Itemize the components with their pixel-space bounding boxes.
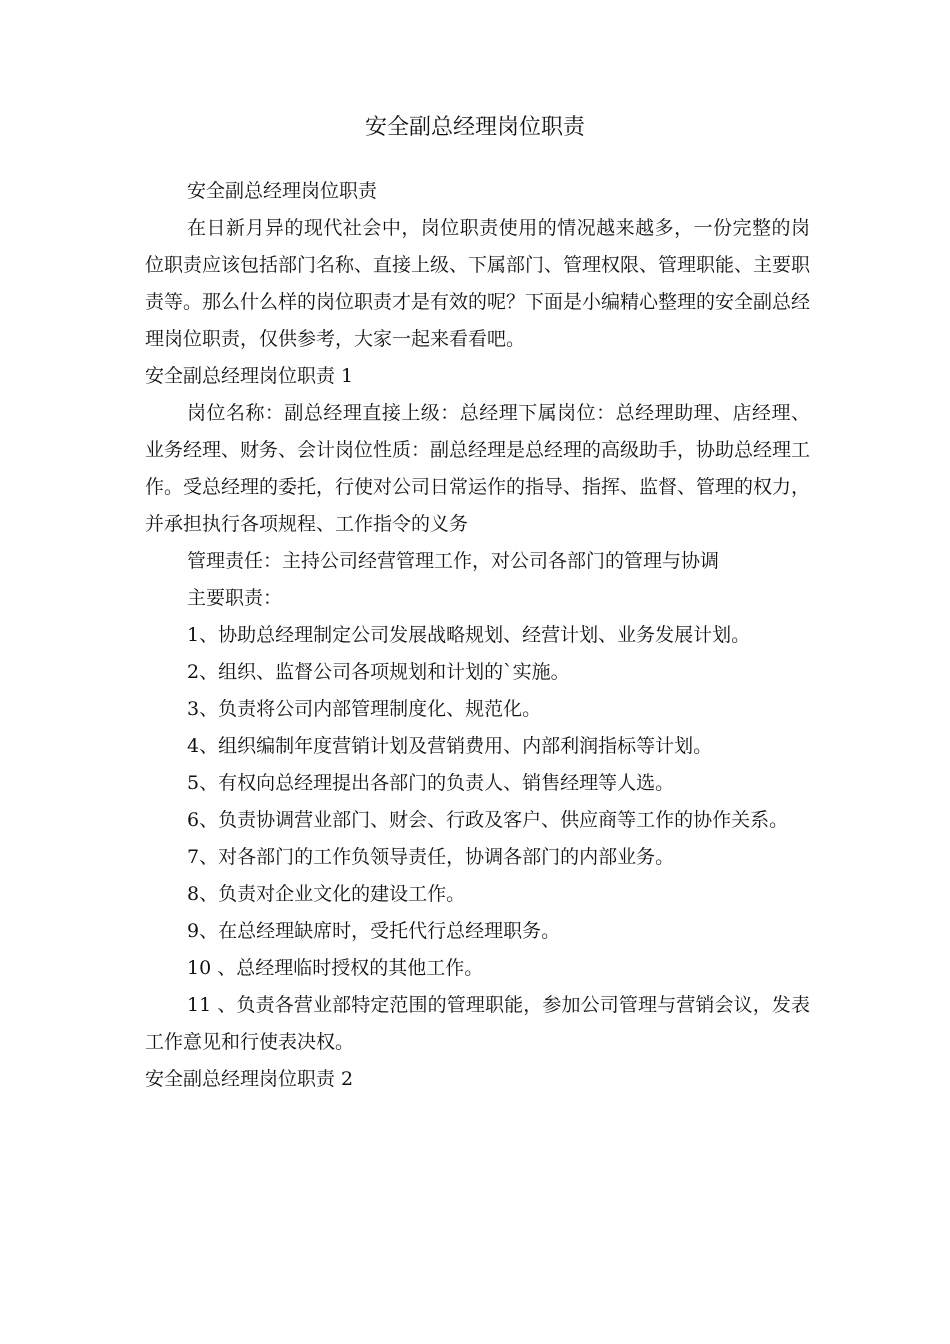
- duty-item: 7、对各部门的工作负领导责任，协调各部门的内部业务。: [187, 846, 675, 868]
- duty-item: 4、组织编制年度营销计划及营销费用、内部利润指标等计划。: [187, 735, 713, 757]
- duty-item: 2、组织、监督公司各项规划和计划的`实施。: [187, 661, 570, 683]
- duty-item: 9、在总经理缺席时，受托代行总经理职务。: [187, 920, 561, 942]
- section-heading-1: 安全副总经理岗位职责 1: [145, 365, 354, 387]
- document-subtitle: 安全副总经理岗位职责: [187, 180, 378, 202]
- document-body: [145, 173, 810, 1098]
- duty-item: 1、协助总经理制定公司发展战略规划、经营计划、业务发展计划。: [187, 624, 751, 646]
- duty-item: 10 、总经理临时授权的其他工作。: [187, 957, 484, 979]
- intro-paragraph: 在日新月异的现代社会中，岗位职责使用的情况越来越多，一份完整的岗位职责应该包括部门名称、直接上级、下属部门、管理权限、管理职能、主要职责等。那么什么样的岗位职责才是有效的呢？下面是小编精心整理的安全副总经理岗位职责，仅供参考，大家一起来看看吧。: [145, 217, 811, 350]
- duty-item: 8、负责对企业文化的建设工作。: [187, 883, 466, 905]
- document-title: 安全副总经理岗位职责: [364, 115, 585, 140]
- section-heading-2: 安全副总经理岗位职责 2: [145, 1068, 354, 1090]
- duty-item: 3、负责将公司内部管理制度化、规范化。: [187, 698, 542, 720]
- main-duties-label: 主要职责：: [187, 587, 283, 609]
- position-info-paragraph: 岗位名称：副总经理直接上级：总经理下属岗位：总经理助理、店经理、业务经理、财务、会计岗位性质：副总经理是总经理的高级助手，协助总经理工作。受总经理的委托，行使对公司日常运作的指导、指挥、监督、管理的权力，并承担执行各项规程、工作指令的义务: [145, 402, 811, 535]
- duty-item: 6、负责协调营业部门、财会、行政及客户、供应商等工作的协作关系。: [187, 809, 789, 831]
- duty-item: 11 、负责各营业部特定范围的管理职能，参加公司管理与营销会议，发表工作意见和行使表决权。: [145, 994, 810, 1053]
- management-duty-paragraph: 管理责任：主持公司经营管理工作，对公司各部门的管理与协调: [187, 550, 720, 572]
- duty-item: 5、有权向总经理提出各部门的负责人、销售经理等人选。: [187, 772, 675, 794]
